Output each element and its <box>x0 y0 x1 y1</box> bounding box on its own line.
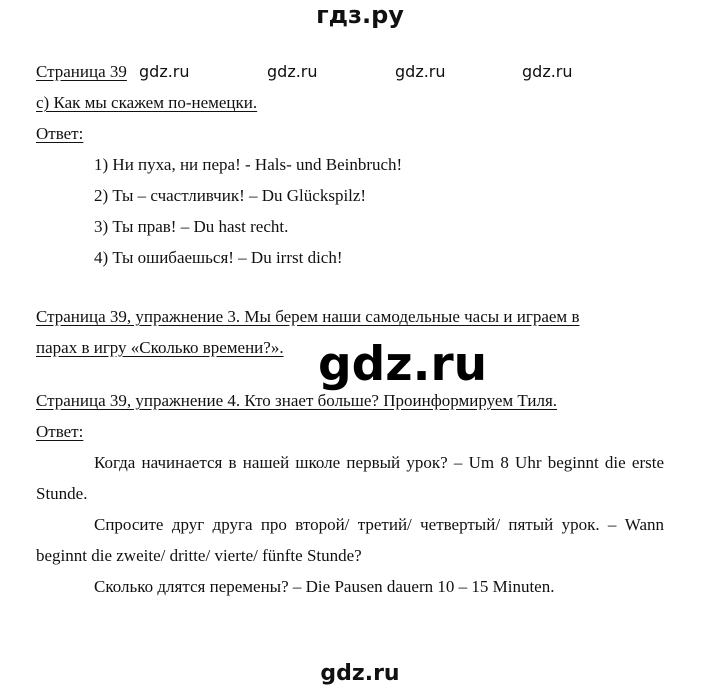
footer-watermark: gdz.ru <box>320 661 400 686</box>
page-header <box>36 56 664 87</box>
document-body <box>36 56 664 602</box>
exercise-3-title-cont: парах в игру «Сколько времени?». <box>36 338 284 357</box>
watermark-text: gdz.ru <box>267 62 318 81</box>
answer-item: 2) Ты – счастливчик! – Du Glückspilz! <box>94 186 367 205</box>
answer-item: 1) Ни пуха, ни пера! - Hals- und Beinbruch! <box>94 155 403 174</box>
answer-item: 3) Ты прав! – Du hast recht. <box>94 217 289 236</box>
answer-paragraph: Сколько длятся перемены? – Die Pausen dauern 10 – 15 Minuten. <box>94 577 555 596</box>
page-label: Страница 39 <box>36 62 127 81</box>
large-watermark: gdz.ru <box>318 337 488 392</box>
site-title: гдз.ру <box>316 1 404 29</box>
answer-paragraph: Когда начинается в нашей школе первый урок? – Um 8 Uhr beginnt die erste Stunde. <box>36 453 664 503</box>
exercise-4-title: Страница 39, упражнение 4. Кто знает больше? Проинформируем Тиля. <box>36 391 558 410</box>
watermark-text: gdz.ru <box>139 62 190 81</box>
answer-paragraph: Спросите друг друга про второй/ третий/ четвертый/ пятый урок. – Wann beginnt die zweite/ dritte/ vierte/ fünfte Stunde? <box>36 515 664 565</box>
watermark-text: gdz.ru <box>522 62 573 81</box>
answer-label: Ответ: <box>36 124 84 143</box>
watermark-text: gdz.ru <box>395 62 446 81</box>
answer-label: Ответ: <box>36 422 84 441</box>
section-c-title: с) Как мы скажем по-немецки. <box>36 93 258 112</box>
answer-item: 4) Ты ошибаешься! – Du irrst dich! <box>94 248 343 267</box>
exercise-3-title: Страница 39, упражнение 3. Мы берем наши самодельные часы и играем в <box>36 307 580 326</box>
